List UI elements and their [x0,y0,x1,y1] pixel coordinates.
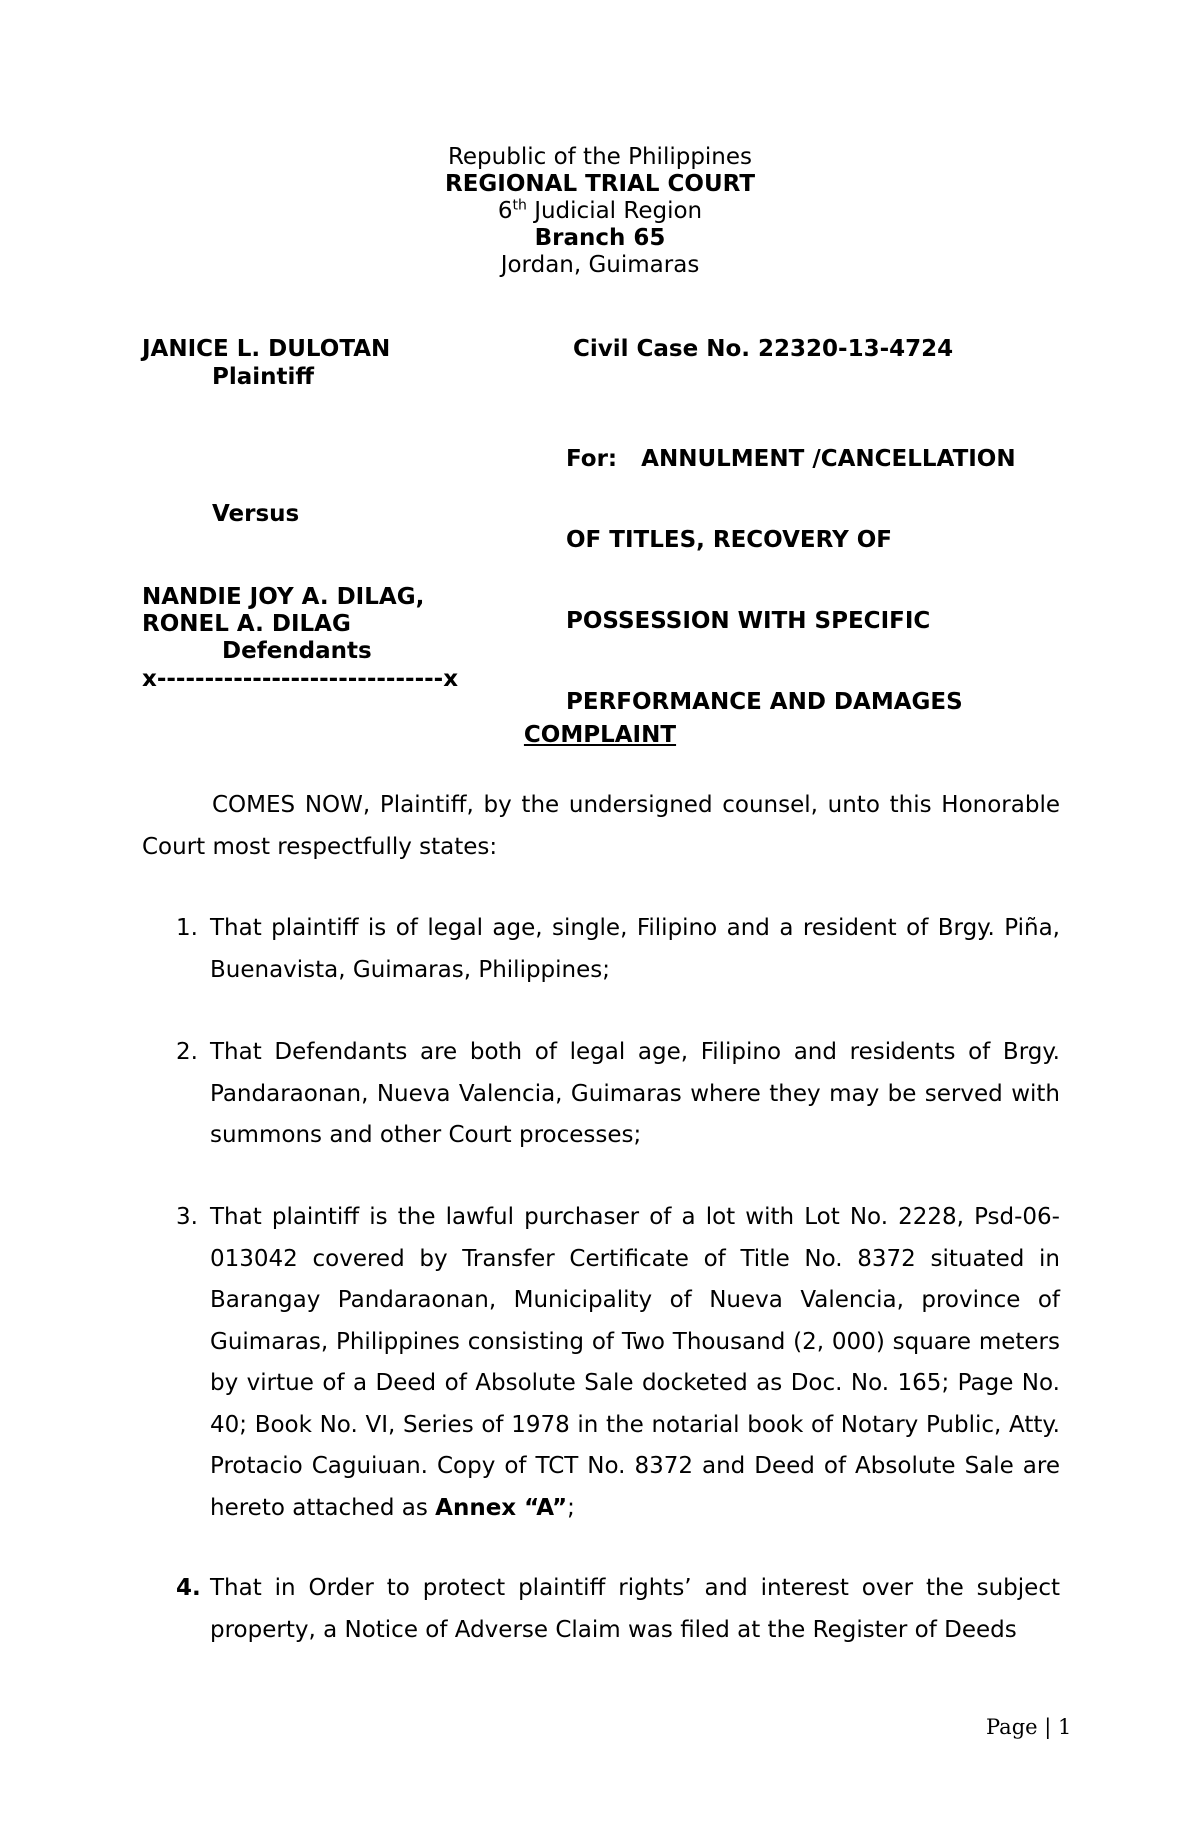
branch-line: Branch 65 [534,225,666,251]
case-number: Civil Case No. 22320-13-4724 [573,336,954,362]
case-nature-line: PERFORMANCE AND DAMAGES [566,689,963,715]
page-separator: | [1044,1715,1052,1739]
location-line: Jordan, Guimaras [500,252,700,278]
case-nature-line: POSSESSION WITH SPECIFIC [566,608,931,634]
court-header [0,144,1200,279]
annex-reference: Annex “A” [435,1494,568,1521]
item-text: That plaintiff is of legal age, single, Filipino and a resident of Brgy. Piña, Buenavista, Guimaras, Philippines; [210,915,1060,983]
page-number: 1 [1058,1715,1072,1739]
case-nature-line: For: ANNULMENT /CANCELLATION [566,446,1016,472]
republic-line: Republic of the Philippines [447,144,753,170]
item-text: That Defendants are both of legal age, Filipino and residents of Brgy. Pandaraonan, Nueva Valencia, Guimaras where they may be served with summons and other Court processes; [210,1039,1060,1148]
item-number: 4. [176,1575,201,1601]
item-text: That plaintiff is the lawful purchaser of a lot with Lot No. 2228, Psd-06-013042 covered by Transfer Certificate of Title No. 8372 situated in Barangay Pandaraonan, Municipality of Nueva Valencia, province of Guimaras, Philippines consisting of Two Thousand (2, 000) square meters by virtue of a Deed of Absolute Sale docketed as Doc. No. 165; Page No. 40; Book No. VI, Series of 1978 in the notarial book of Notary Public, Atty. Protacio Caguiuan. Copy of TCT No. 8372 and Deed of Absolute Sale are hereto attached as [210,1204,1060,1521]
intro-paragraph: COMES NOW, Plaintiff, by the undersigned counsel, unto this Honorable Court most respectfully states: [142,792,1060,860]
page-label: Page [986,1715,1038,1739]
item-number: 2. [176,1039,198,1065]
list-item [176,908,1060,991]
court-name: REGIONAL TRIAL COURT [444,171,756,197]
item-tail: ; [567,1494,575,1521]
item-text: That in Order to protect plaintiff rights’ and interest over the subject property, a Notice of Adverse Claim was filed at the Register of Deeds [210,1575,1060,1643]
versus-label: Versus [212,501,300,527]
plaintiff-name: JANICE L. DULOTAN [142,336,391,362]
item-number: 3. [176,1204,198,1230]
case-nature [566,392,1016,770]
list-item [176,1568,1060,1651]
list-item [176,1032,1060,1157]
item-number: 1. [176,915,198,941]
plaintiff-label: Plaintiff [212,364,315,390]
case-nature-line: OF TITLES, RECOVERY OF [566,527,893,553]
defendant-1: NANDIE JOY A. DILAG, [142,584,425,610]
caption-separator: x------------------------------x [142,666,459,692]
judicial-region: 6th Judicial Region [497,197,703,224]
defendants-label: Defendants [222,638,372,664]
page-footer [986,1715,1071,1739]
defendant-2: RONEL A. DILAG [142,611,351,637]
document-title: COMPLAINT [523,722,677,748]
list-item [176,1197,1060,1529]
